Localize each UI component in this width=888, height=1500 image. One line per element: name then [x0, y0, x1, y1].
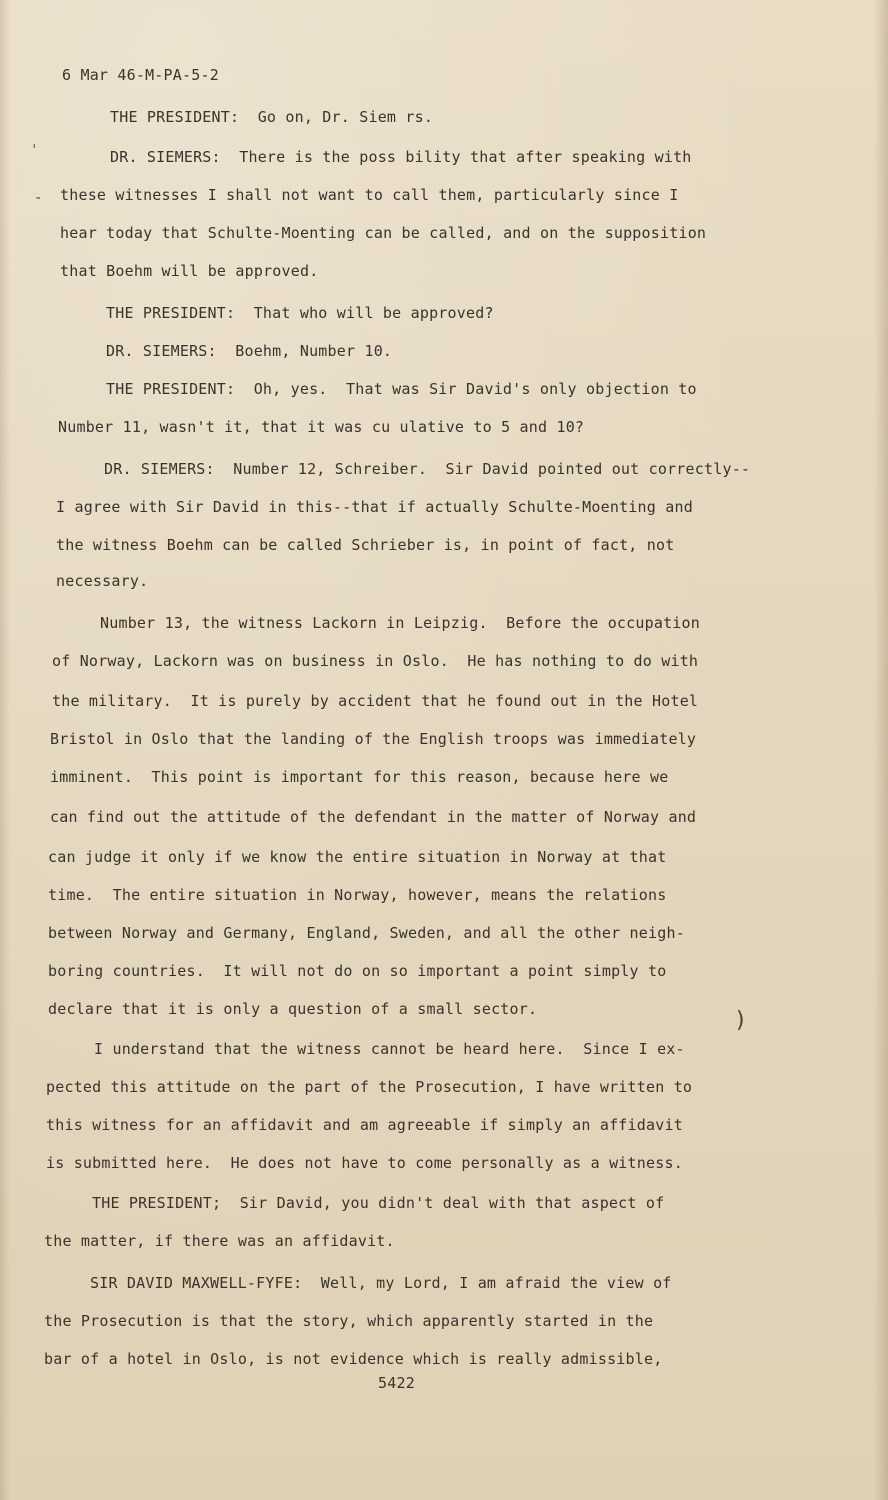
text-line: the witness Boehm can be called Schrieber is, in point of fact, not	[56, 536, 675, 554]
margin-mark: )	[734, 1008, 748, 1033]
text-line: can judge it only if we know the entire situation in Norway at that	[48, 848, 667, 866]
text-line: of Norway, Lackorn was on business in Oslo. He has nothing to do with	[52, 652, 699, 670]
text-line: Number 13, the witness Lackorn in Leipzig. Before the occupation	[100, 614, 700, 632]
text-line: that Boehm will be approved.	[60, 262, 319, 280]
text-line: between Norway and Germany, England, Sweden, and all the other neigh-	[48, 924, 685, 942]
text-line: THE PRESIDENT: Go on, Dr. Siem rs.	[110, 108, 434, 126]
text-line: the matter, if there was an affidavit.	[44, 1232, 395, 1250]
file-reference: 6 Mar 46-M-PA-5-2	[62, 66, 219, 84]
text-line: pected this attitude on the part of the Prosecution, I have written to	[46, 1078, 693, 1096]
text-line: THE PRESIDENT; Sir David, you didn't deal with that aspect of	[92, 1194, 665, 1212]
text-line: is submitted here. He does not have to come personally as a witness.	[46, 1154, 683, 1172]
text-line: DR. SIEMERS: There is the poss bility that after speaking with	[110, 148, 692, 166]
text-line: can find out the attitude of the defendant in the matter of Norway and	[50, 808, 697, 826]
page-edge-right	[874, 0, 888, 1500]
text-line: THE PRESIDENT: That who will be approved?	[106, 304, 494, 322]
text-line: hear today that Schulte-Moenting can be called, and on the supposition	[60, 224, 707, 242]
text-line: these witnesses I shall not want to call them, particularly since I	[60, 186, 679, 204]
text-line: imminent. This point is important for this reason, because here we	[50, 768, 669, 786]
page-number: 5422	[378, 1374, 415, 1392]
text-line: I understand that the witness cannot be heard here. Since I ex-	[94, 1040, 685, 1058]
text-line: Number 11, wasn't it, that it was cu ulative to 5 and 10?	[58, 418, 585, 436]
text-line: I agree with Sir David in this--that if actually Schulte-Moenting and	[56, 498, 693, 516]
text-line: declare that it is only a question of a small sector.	[48, 1000, 538, 1018]
margin-mark: ˌ	[30, 134, 39, 150]
text-line: the Prosecution is that the story, which apparently started in the	[44, 1312, 654, 1330]
text-line: Bristol in Oslo that the landing of the English troops was immediately	[50, 730, 697, 748]
text-line: time. The entire situation in Norway, however, means the relations	[48, 886, 667, 904]
page-edge-left	[0, 0, 10, 1500]
text-line: boring countries. It will not do on so important a point simply to	[48, 962, 667, 980]
text-line: this witness for an affidavit and am agreeable if simply an affidavit	[46, 1116, 683, 1134]
text-line: DR. SIEMERS: Boehm, Number 10.	[106, 342, 393, 360]
text-line: the military. It is purely by accident that he found out in the Hotel	[52, 692, 699, 710]
text-line: SIR DAVID MAXWELL-FYFE: Well, my Lord, I am afraid the view of	[90, 1274, 672, 1292]
text-line: necessary.	[56, 572, 149, 590]
text-line: DR. SIEMERS: Number 12, Schreiber. Sir David pointed out correctly--	[104, 460, 751, 478]
text-line: bar of a hotel in Oslo, is not evidence which is really admissible,	[44, 1350, 663, 1368]
margin-mark: -	[34, 190, 43, 206]
text-line: THE PRESIDENT: Oh, yes. That was Sir David's only objection to	[106, 380, 697, 398]
